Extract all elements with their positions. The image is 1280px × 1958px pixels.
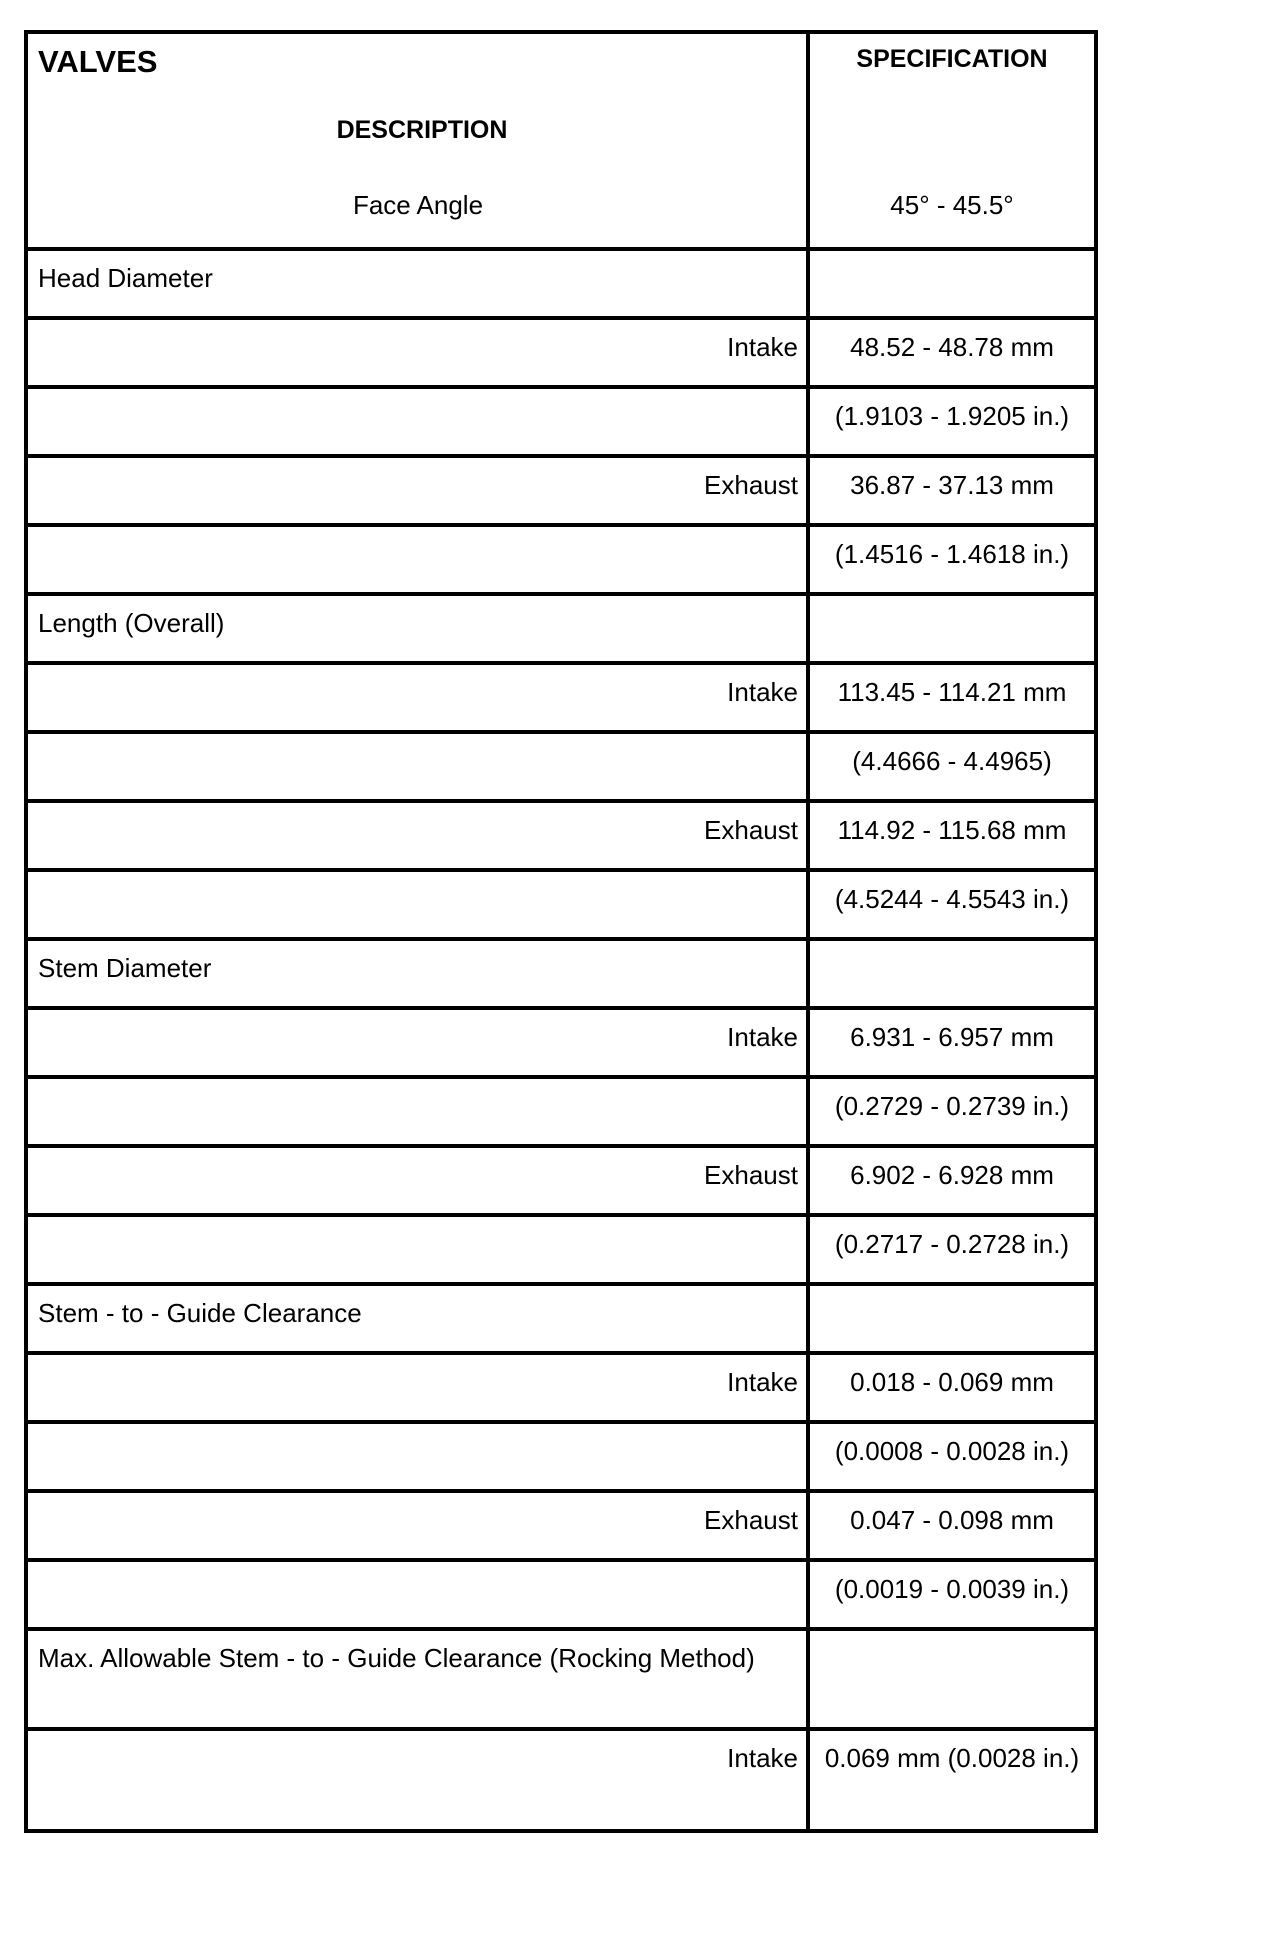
specification-cell: 0.047 - 0.098 mm [850, 1505, 1054, 1535]
description-cell [28, 872, 810, 937]
table-body [28, 178, 1094, 1829]
table-row [28, 661, 1094, 730]
specification-cell [810, 1631, 1094, 1727]
specification-cell [810, 596, 1094, 661]
description-header: DESCRIPTION [336, 116, 508, 144]
description-cell: Head Diameter [28, 251, 810, 316]
description-cell [28, 389, 810, 454]
table-row [28, 1006, 1094, 1075]
table-row [28, 592, 1094, 661]
table-row [28, 178, 1094, 247]
description-cell: Exhaust [28, 1148, 810, 1213]
table-row [28, 1144, 1094, 1213]
header-desc-cell [28, 34, 810, 178]
specification-cell: 0.018 - 0.069 mm [850, 1367, 1054, 1397]
description-cell: Max. Allowable Stem - to - Guide Clearance (Rocking Method) [28, 1631, 810, 1727]
description-cell: Exhaust [28, 458, 810, 523]
specification-cell: 0.069 mm (0.0028 in.) [824, 1743, 1080, 1773]
valves-spec-table [24, 30, 1098, 1833]
table-row [28, 868, 1094, 937]
specification-cell: 36.87 - 37.13 mm [850, 470, 1054, 500]
description-cell [28, 1217, 810, 1282]
description-cell: Exhaust [28, 803, 810, 868]
table-row [28, 1420, 1094, 1489]
table-header-row [28, 34, 1094, 178]
table-row [28, 385, 1094, 454]
specification-cell [810, 1286, 1094, 1351]
specification-cell: (4.4666 - 4.4965) [852, 746, 1052, 776]
specification-cell: (1.9103 - 1.9205 in.) [834, 401, 1070, 431]
description-cell: Stem Diameter [28, 941, 810, 1006]
description-cell: Intake [28, 1010, 810, 1075]
specification-cell: (0.2729 - 0.2739 in.) [834, 1091, 1070, 1121]
table-row [28, 523, 1094, 592]
specification-cell: 48.52 - 48.78 mm [850, 332, 1054, 362]
specification-cell: (0.0019 - 0.0039 in.) [834, 1574, 1070, 1604]
description-cell [28, 1424, 810, 1489]
description-cell: Length (Overall) [28, 596, 810, 661]
description-cell [28, 1079, 810, 1144]
table-row [28, 454, 1094, 523]
description-cell: Intake [28, 320, 810, 385]
specification-cell: (4.5244 - 4.5543 in.) [834, 884, 1070, 914]
description-cell: Face Angle [28, 178, 810, 247]
description-cell [28, 1562, 810, 1627]
description-cell [28, 734, 810, 799]
table-row [28, 1075, 1094, 1144]
header-spec-cell [810, 34, 1094, 178]
specification-cell: (0.0008 - 0.0028 in.) [834, 1436, 1070, 1466]
table-row [28, 799, 1094, 868]
table-row [28, 937, 1094, 1006]
table-row [28, 1489, 1094, 1558]
specification-cell: 6.902 - 6.928 mm [850, 1160, 1054, 1190]
description-cell: Intake [28, 1355, 810, 1420]
table-title: VALVES [38, 44, 158, 79]
specification-cell [810, 941, 1094, 1006]
description-cell: Intake [28, 665, 810, 730]
table-row [28, 316, 1094, 385]
table-row [28, 730, 1094, 799]
specification-cell: 6.931 - 6.957 mm [850, 1022, 1054, 1052]
specification-cell: (1.4516 - 1.4618 in.) [834, 539, 1070, 569]
specification-cell: 45° - 45.5° [890, 190, 1014, 220]
description-cell: Intake [28, 1731, 810, 1829]
specification-cell: 113.45 - 114.21 mm [837, 677, 1067, 707]
specification-header: SPECIFICATION [856, 45, 1048, 73]
specification-cell [810, 251, 1094, 316]
specification-cell: 114.92 - 115.68 mm [837, 815, 1067, 845]
table-row [28, 1727, 1094, 1829]
description-cell: Stem - to - Guide Clearance [28, 1286, 810, 1351]
table-row [28, 1351, 1094, 1420]
table-row [28, 1282, 1094, 1351]
table-row [28, 1627, 1094, 1727]
table-row [28, 1213, 1094, 1282]
description-cell: Exhaust [28, 1493, 810, 1558]
description-cell [28, 527, 810, 592]
table-row [28, 1558, 1094, 1627]
specification-cell: (0.2717 - 0.2728 in.) [834, 1229, 1070, 1259]
table-row [28, 247, 1094, 316]
